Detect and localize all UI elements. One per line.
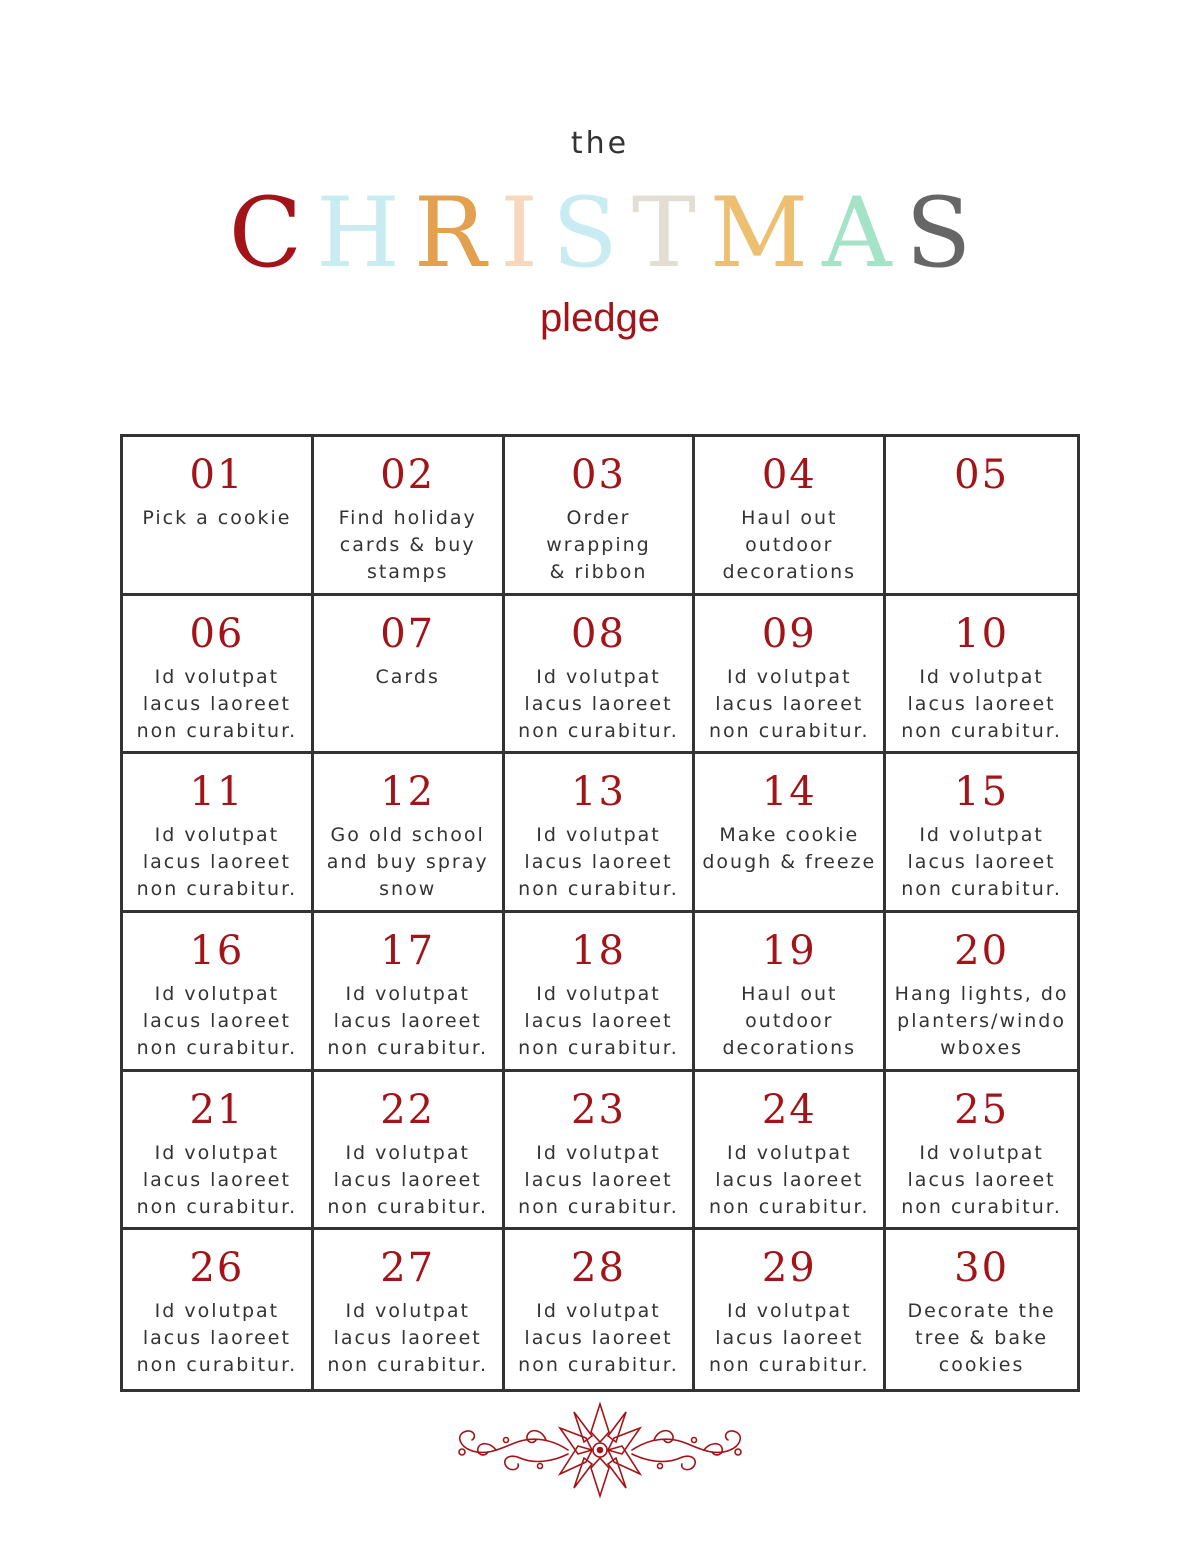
day-task: Haul out outdoor decorations	[722, 507, 857, 583]
day-task: Decorate the tree & bake cookies	[907, 1300, 1056, 1377]
pre-title: the	[570, 126, 630, 161]
day-task: Id volutpat lacus laoreet non curabitur.	[136, 1300, 298, 1377]
day-task: Id volutpat lacus laoreet non curabitur.	[136, 665, 298, 742]
calendar-day-cell	[695, 913, 886, 1072]
title-letter: I	[500, 177, 539, 289]
day-number: 09	[761, 610, 817, 657]
calendar-day-cell	[695, 1072, 886, 1231]
day-task: Id volutpat lacus laoreet non curabitur.	[136, 983, 298, 1059]
calendar-day-cell	[123, 1072, 314, 1231]
day-task: Id volutpat lacus laoreet non curabitur.	[518, 824, 679, 901]
day-number: 17	[380, 928, 436, 974]
calendar-day-cell	[314, 913, 505, 1072]
day-task: Id volutpat lacus laoreet non curabitur.	[518, 1300, 679, 1377]
day-number: 18	[571, 928, 626, 974]
day-task: Id volutpat lacus laoreet non curabitur.	[136, 1141, 298, 1218]
day-task: Hang lights, do planters/windo wboxes	[894, 983, 1069, 1059]
day-number: 01	[189, 452, 245, 498]
calendar-day-cell	[505, 437, 696, 596]
calendar-day-cell	[123, 754, 314, 913]
day-number: 12	[380, 769, 436, 816]
calendar-day-cell	[314, 1230, 505, 1389]
day-number: 02	[380, 452, 436, 498]
day-task: Cards	[375, 665, 440, 688]
calendar-day-cell	[886, 913, 1077, 1072]
calendar-day-cell	[123, 1230, 314, 1389]
title-letter: S	[552, 177, 618, 289]
calendar-day-cell	[505, 1230, 696, 1389]
calendar-day-cell	[886, 1230, 1077, 1389]
title-letter: M	[709, 177, 809, 289]
title-letter: T	[631, 177, 696, 289]
title-letter: S	[905, 177, 972, 289]
calendar-day-cell	[123, 437, 314, 596]
day-number: 21	[189, 1086, 245, 1133]
calendar-day-cell	[314, 754, 505, 913]
calendar-day-cell	[886, 596, 1077, 755]
page-title	[0, 178, 1200, 288]
day-number: 24	[761, 1086, 817, 1133]
day-task: Id volutpat lacus laoreet non curabitur.	[327, 983, 489, 1059]
day-number: 25	[954, 1086, 1010, 1133]
day-task: Id volutpat lacus laoreet non curabitur.	[518, 1141, 679, 1218]
day-task: Id volutpat lacus laoreet non curabitur.	[518, 665, 679, 742]
day-task: Id volutpat lacus laoreet non curabitur.	[327, 1300, 489, 1377]
day-task: Id volutpat lacus laoreet non curabitur.	[708, 1300, 870, 1377]
day-number: 28	[571, 1245, 626, 1292]
day-task: Id volutpat lacus laoreet non curabitur.	[136, 824, 298, 901]
calendar-day-cell	[123, 596, 314, 755]
calendar-day-cell	[695, 1230, 886, 1389]
title-letter: A	[822, 177, 892, 289]
poinsettia-flourish-icon	[450, 1400, 750, 1500]
calendar-day-cell	[505, 1072, 696, 1231]
calendar-day-cell	[505, 596, 696, 755]
calendar-day-cell	[314, 1072, 505, 1231]
day-number: 03	[571, 452, 626, 498]
calendar-day-cell	[314, 596, 505, 755]
pledge-calendar-grid	[120, 434, 1080, 1392]
day-task: Find holiday cards & buy stamps	[338, 507, 477, 583]
day-number: 22	[380, 1086, 436, 1133]
calendar-day-cell	[123, 913, 314, 1072]
day-task: Id volutpat lacus laoreet non curabitur.	[901, 824, 1062, 901]
day-task: Haul out outdoor decorations	[722, 983, 857, 1059]
day-number: 19	[761, 928, 817, 974]
subtitle: pledge	[539, 296, 661, 340]
day-number: 07	[380, 610, 436, 657]
day-task: Id volutpat lacus laoreet non curabitur.	[901, 665, 1062, 742]
day-task: Order wrapping & ribbon	[546, 507, 651, 583]
day-task: Pick a cookie	[142, 507, 292, 529]
day-task: Id volutpat lacus laoreet non curabitur.	[518, 983, 679, 1059]
day-task: Id volutpat lacus laoreet non curabitur.	[708, 1141, 870, 1218]
day-number: 20	[954, 928, 1010, 974]
day-number: 08	[571, 610, 626, 657]
calendar-day-cell	[886, 754, 1077, 913]
day-number: 05	[954, 452, 1010, 498]
day-number: 27	[380, 1245, 436, 1292]
day-number: 13	[571, 769, 626, 816]
day-number: 16	[189, 928, 245, 974]
day-number: 15	[954, 769, 1010, 816]
calendar-day-cell	[886, 1072, 1077, 1231]
title-letter: C	[228, 177, 303, 289]
day-number: 26	[189, 1245, 245, 1292]
calendar-day-cell	[695, 596, 886, 755]
day-number: 23	[571, 1086, 626, 1133]
day-number: 14	[761, 769, 817, 816]
calendar-day-cell	[886, 437, 1077, 596]
calendar-day-cell	[505, 754, 696, 913]
day-task: Id volutpat lacus laoreet non curabitur.	[901, 1141, 1062, 1218]
day-task: Make cookie dough & freeze	[702, 824, 877, 874]
day-number: 10	[954, 610, 1010, 657]
calendar-day-cell	[505, 913, 696, 1072]
day-task: Id volutpat lacus laoreet non curabitur.	[708, 665, 870, 742]
day-number: 06	[189, 610, 245, 657]
day-task: Id volutpat lacus laoreet non curabitur.	[327, 1141, 489, 1218]
day-number: 30	[954, 1245, 1010, 1292]
day-number: 29	[761, 1245, 817, 1292]
calendar-day-cell	[314, 437, 505, 596]
title-letter: R	[413, 177, 487, 289]
title-letter: H	[316, 177, 400, 289]
day-number: 11	[189, 769, 245, 816]
calendar-day-cell	[695, 754, 886, 913]
day-number: 04	[761, 452, 817, 498]
day-task: Go old school and buy spray snow	[326, 824, 489, 901]
calendar-day-cell	[695, 437, 886, 596]
